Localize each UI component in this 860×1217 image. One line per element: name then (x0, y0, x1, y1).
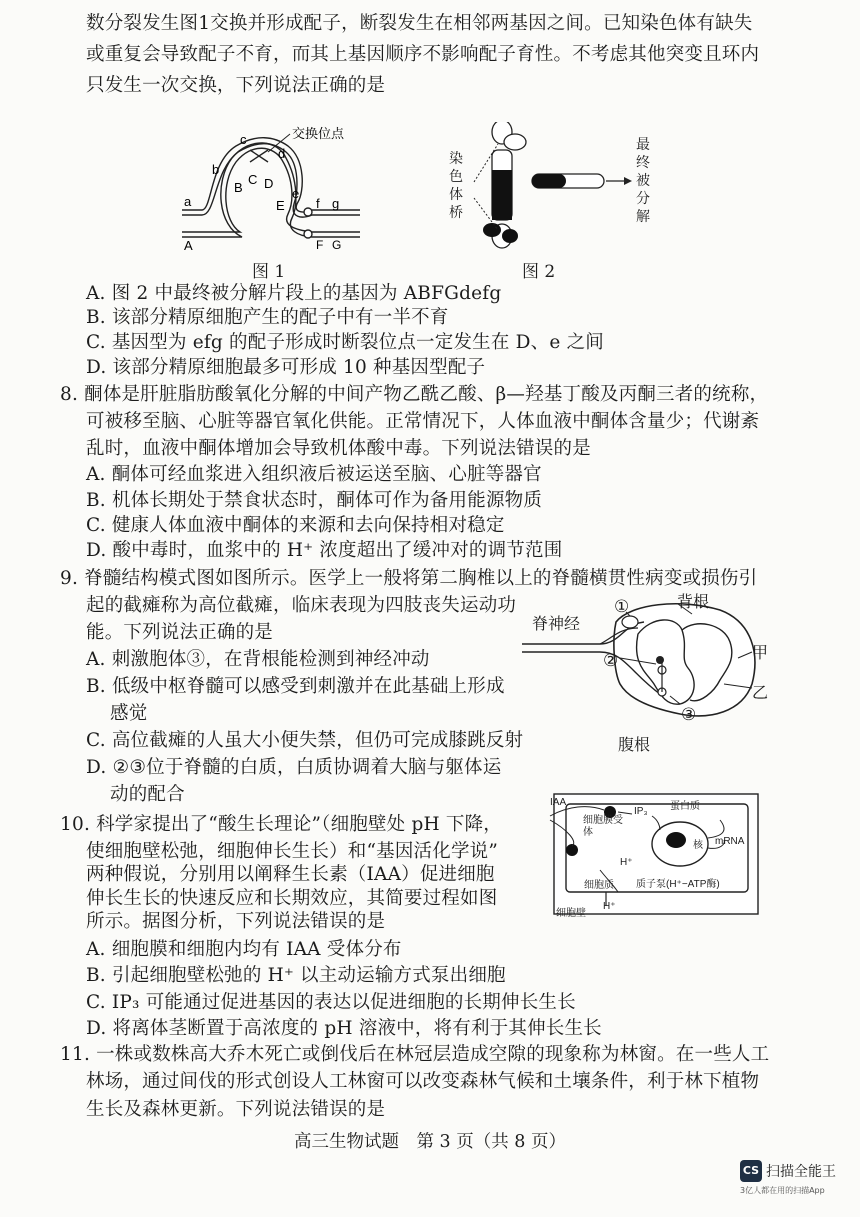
gene-A: A (184, 238, 193, 252)
gene-c: c (240, 132, 247, 147)
q8-option-b: B. 机体长期处于禁食状态时，酮体可作为备用能源物质 (86, 490, 543, 511)
scanner-watermark (740, 1160, 836, 1196)
q7-option-b: B. 该部分精原细胞产生的配子中有一半不育 (86, 307, 449, 328)
gene-f: f (316, 196, 320, 211)
gene-F: F (316, 238, 324, 252)
gene-e: e (292, 186, 300, 201)
ip3-label: IP₃ (634, 806, 648, 817)
scanner-name: 扫描全能王 (766, 1164, 836, 1180)
q9-option-a: A. 刺激胞体③，在背根能检测到神经冲动 (86, 649, 430, 670)
neuron-3-label: ③ (681, 705, 697, 725)
neuron-2-label: ② (603, 651, 619, 671)
q8-option-c: C. 健康人体血液中酮体的来源和去向保持相对稳定 (86, 515, 505, 536)
protein-label: 蛋白质 (670, 801, 700, 812)
q7-stem-line-2: 或重复会导致配子不育，而其上基因顺序不影响配子育性。不考虑其他突变且环内 (86, 44, 760, 65)
q10-option-a: A. 细胞膜和细胞内均有 IAA 受体分布 (86, 939, 402, 960)
q10-line-4: 伸长生长的快速反应和长期效应，其简要过程如图 (86, 888, 498, 909)
q10-line-2: 使细胞壁松弛，细胞伸长生长）和“基因活化学说” (86, 841, 499, 862)
q9-option-b-cont: 感觉 (110, 703, 148, 724)
q11-line-2: 林场，通过间伐的形式创设人工林窗可以改变森林气候和土壤条件，利于林下植物 (86, 1071, 760, 1092)
q7-option-a: A. 图 2 中最终被分解片段上的基因为 ABFGdefg (86, 283, 502, 304)
q11-line-3: 生长及森林更新。下列说法错误的是 (86, 1099, 386, 1120)
q9-option-d-cont: 动的配合 (110, 784, 185, 805)
q7-option-c: C. 基因型为 efg 的配子形成时断裂位点一定发生在 D、e 之间 (86, 332, 604, 353)
scanner-tagline: 3亿人都在用的扫描App (740, 1186, 825, 1195)
q8-line-3: 乱时，血液中酮体增加会导致机体酸中毒。下列说法错误的是 (86, 438, 591, 459)
q8-option-d: D. 酸中毒时，血浆中的 H⁺ 浓度超出了缓冲对的调节范围 (86, 540, 563, 561)
q9-option-d: D. ②③位于脊髓的白质，白质协调着大脑与躯体运 (86, 757, 502, 778)
yi-label: 乙 (752, 683, 769, 702)
cytoplasm-label: 细胞质 (584, 880, 614, 891)
jia-label: 甲 (752, 643, 769, 662)
gene-a: a (184, 194, 192, 209)
page-footer: 高三生物试题 第 3 页（共 8 页） (293, 1132, 567, 1152)
gene-G: G (332, 238, 342, 252)
mrna-label: mRNA (715, 836, 745, 847)
q9-line-2: 起的截瘫称为高位截瘫，临床表现为四肢丧失运动功 (86, 595, 517, 616)
q10-option-b: B. 引起细胞壁松弛的 H⁺ 以主动运输方式泵出细胞 (86, 965, 506, 986)
q8-option-a: A. 酮体可经血浆进入组织液后被运送至脑、心脏等器官 (86, 464, 542, 485)
q7-option-d: D. 该部分精原细胞最多可形成 10 种基因型配子 (86, 357, 486, 378)
iaa-label: IAA (550, 797, 567, 808)
cell-wall-label: 细胞壁 (556, 908, 586, 919)
q8-line-1: 8. 酮体是肝脏脂肪酸氧化分解的中间产物乙酰乙酸、β—羟基丁酸及丙酮三者的统称， (60, 384, 769, 405)
q11-line-1: 11. 一株或数株高大乔木死亡或倒伐后在林冠层造成空隙的现象称为林窗。在一些人工 (60, 1044, 770, 1065)
iaa-cell-figure (548, 790, 763, 920)
q7-stem-line-3: 只发生一次交换，下列说法正确的是 (86, 75, 386, 96)
ventral-root-label: 腹根 (618, 735, 651, 754)
q10-line-3: 两种假说，分别用以阐释生长素（IAA）促进细胞 (86, 864, 495, 885)
nucleus-label: 核 (693, 840, 703, 851)
gene-E: E (276, 198, 285, 213)
gene-b: b (212, 162, 220, 177)
dorsal-root-label: 背根 (677, 592, 710, 611)
q9-option-c: C. 高位截瘫的人虽大小便失禁，但仍可完成膝跳反射 (86, 730, 524, 751)
q10-option-c: C. IP₃ 可能通过促进基因的表达以促进细胞的长期伸长生长 (86, 992, 576, 1013)
proton-pump-label: 质子泵(H⁺−ATP酶) (636, 879, 720, 890)
q8-line-2: 可被移至脑、心脏等器官氧化供能。正常情况下，人体血液中酮体含量少；代谢紊 (86, 411, 760, 432)
cs-logo-icon: CS (740, 1160, 762, 1182)
gene-C: C (248, 172, 258, 187)
gene-B: B (234, 180, 243, 195)
figure-2-caption: 图 2 (522, 262, 556, 282)
figure-1-caption: 图 1 (252, 262, 286, 282)
q7-stem-line-1: 数分裂发生图1交换并形成配子，断裂发生在相邻两基因之间。已知染色体有缺失 (86, 13, 753, 34)
q10-line-5: 所示。据图分析，下列说法错误的是 (86, 911, 386, 932)
q9-line-1: 9. 脊髓结构模式图如图所示。医学上一般将第二胸椎以上的脊髓横贯性病变或损伤引 (60, 568, 758, 589)
q9-option-b: B. 低级中枢脊髓可以感受到刺激并在此基础上形成 (86, 676, 505, 697)
gene-d: d (278, 146, 286, 161)
exchange-site-label: 交换位点 (292, 126, 345, 141)
q9-line-3: 能。下列说法正确的是 (86, 622, 274, 643)
neuron-1-label: ① (614, 597, 630, 617)
degrade-label: 最终被分解 (636, 137, 650, 225)
spinal-nerve-label: 脊神经 (532, 614, 581, 633)
q10-line-1: 10. 科学家提出了“酸生长理论”（细胞壁处 pH 下降， (60, 814, 503, 835)
membrane-receptor-label: 细胞膜受体 (583, 815, 623, 838)
gene-g: g (332, 196, 340, 211)
h-plus-inside-label: H⁺ (620, 857, 633, 868)
q10-option-d: D. 将离体茎断置于高浓度的 pH 溶液中，将有利于其伸长生长 (86, 1018, 602, 1039)
figure-2-chromosome-bridge (440, 122, 665, 254)
gene-D: D (264, 176, 274, 191)
h-plus-outside-label: H⁺ (603, 901, 616, 912)
bridge-label: 染色体桥 (449, 151, 463, 221)
figure-1-crossover-loop (178, 122, 368, 252)
